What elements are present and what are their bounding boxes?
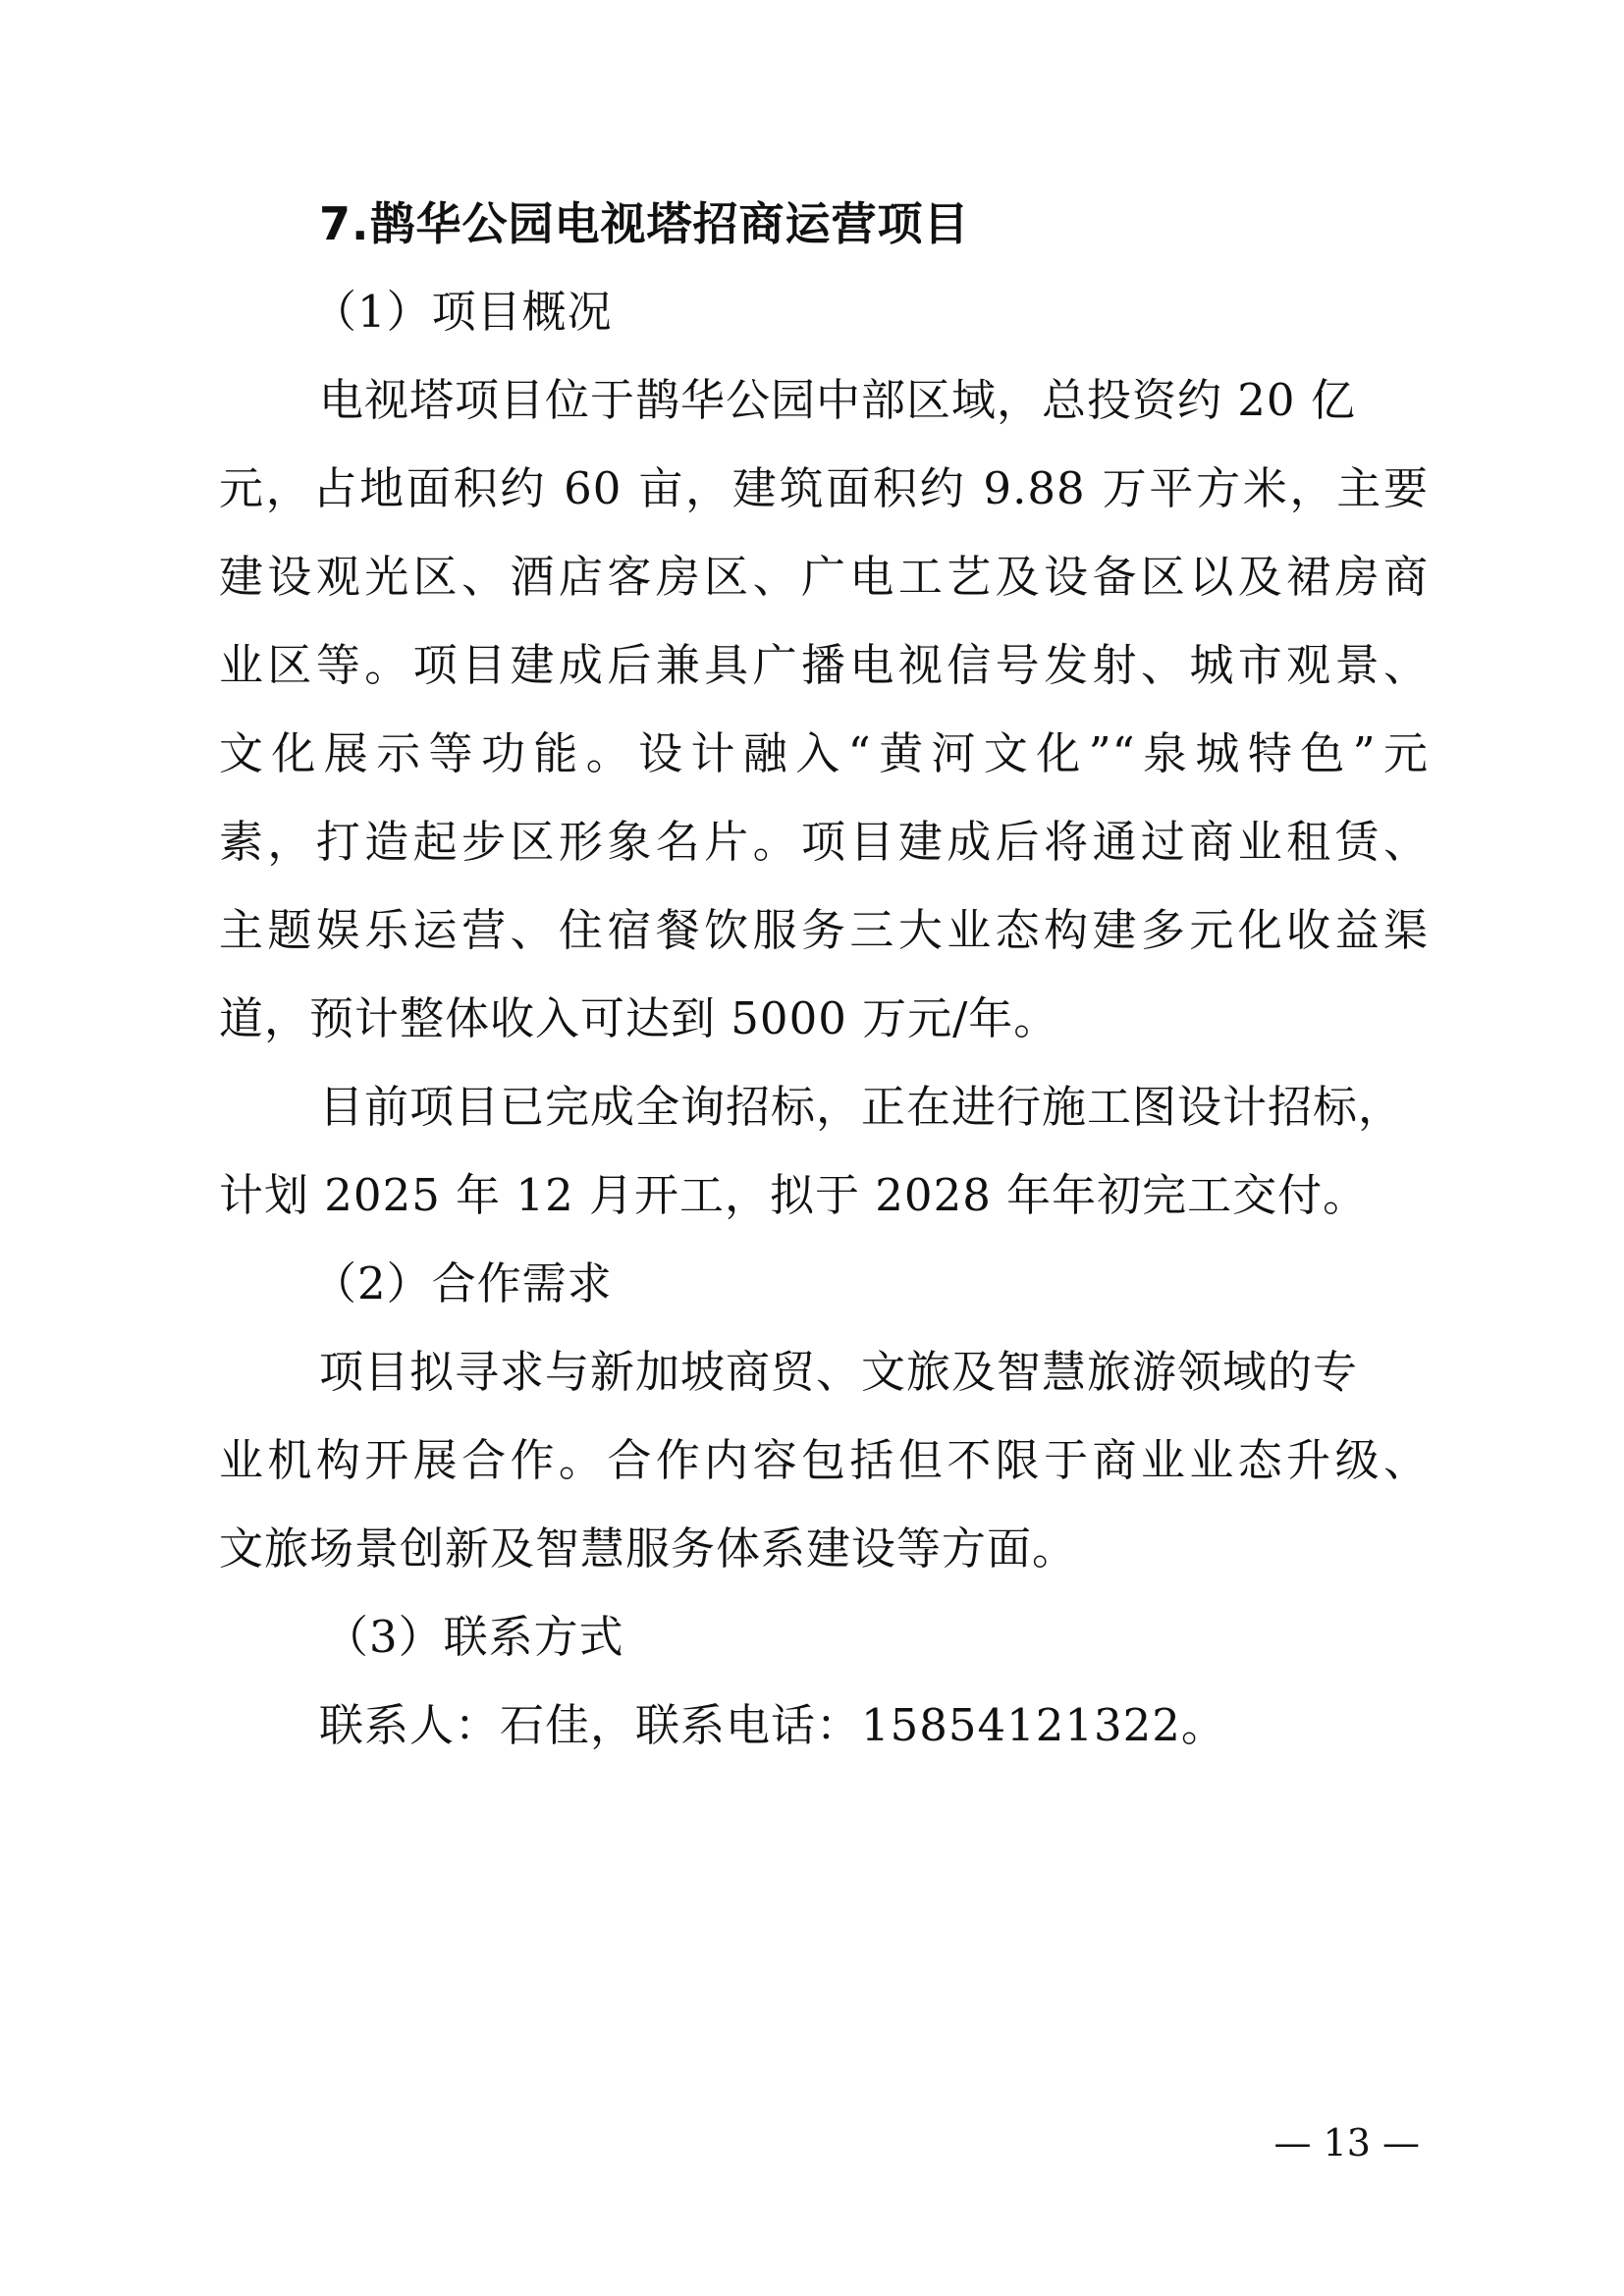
paragraph-progress-line-2: 计划 2025 年 12 月开工，拟于 2028 年年初完工交付。 xyxy=(219,1169,1369,1221)
paragraph-overview-line-2: 元，占地面积约 60 亩，建筑面积约 9.88 万平方米，主要 xyxy=(219,462,1429,514)
heading-overview: （1）项目概况 xyxy=(312,286,613,338)
paragraph-cooperation-line-1: 项目拟寻求与新加坡商贸、文旅及智慧旅游领域的专 xyxy=(319,1346,1359,1398)
paragraph-overview-line-6: 素，打造起步区形象名片。项目建成后将通过商业租赁、 xyxy=(219,816,1429,868)
paragraph-overview-line-4: 业区等。项目建成后兼具广播电视信号发射、城市观景、 xyxy=(219,639,1429,691)
section-title: 7.鹊华公园电视塔招商运营项目 xyxy=(319,197,970,250)
paragraph-overview-line-5: 文化展示等功能。设计融入“黄河文化”“泉城特色”元 xyxy=(219,727,1429,779)
paragraph-cooperation-line-3: 文旅场景创新及智慧服务体系建设等方面。 xyxy=(219,1522,1078,1575)
paragraph-overview-line-3: 建设观光区、酒店客房区、广电工艺及设备区以及裙房商 xyxy=(219,551,1429,603)
paragraph-overview-line-8: 道，预计整体收入可达到 5000 万元/年。 xyxy=(219,992,1059,1044)
paragraph-overview-line-7: 主题娱乐运营、住宿餐饮服务三大业态构建多元化收益渠 xyxy=(219,904,1429,956)
paragraph-overview-line-1: 电视塔项目位于鹊华公园中部区域，总投资约 20 亿 xyxy=(319,374,1356,426)
heading-cooperation: （2）合作需求 xyxy=(312,1257,613,1309)
heading-contact: （3）联系方式 xyxy=(324,1611,624,1663)
paragraph-progress-line-1: 目前项目已完成全询招标，正在进行施工图设计招标， xyxy=(319,1081,1404,1133)
paragraph-cooperation-line-2: 业机构开展合作。合作内容包括但不限于商业业态升级、 xyxy=(219,1434,1429,1486)
page-number: — 13 — xyxy=(1273,2121,1420,2164)
contact-info: 联系人：石佳，联系电话：15854121322。 xyxy=(319,1699,1226,1751)
